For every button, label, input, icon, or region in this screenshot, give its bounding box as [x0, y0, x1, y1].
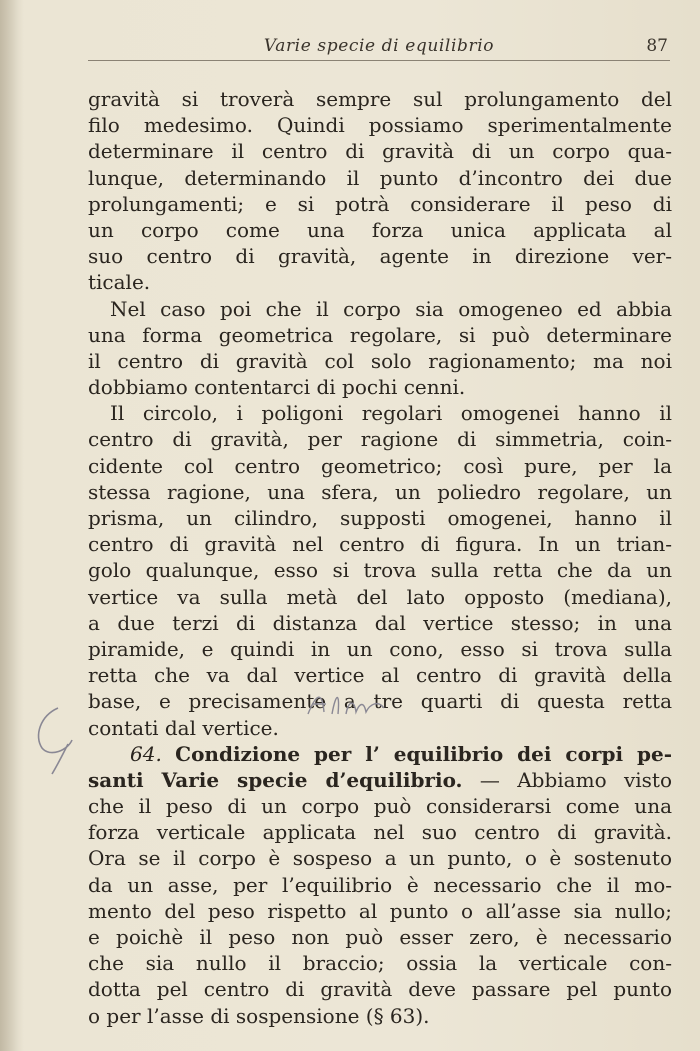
text-line: lunque, determinando il punto d’incontro dei due — [88, 165, 672, 190]
pencil-margin-mark — [28, 700, 82, 780]
section-title: Condizione per l’ equilibrio dei corpi pe- — [175, 741, 673, 766]
text-line: centro di gravità nel centro di figura. In un trian- — [88, 532, 672, 557]
text-line: gravità si troverà sempre sul prolungamento del — [88, 87, 672, 111]
text-line: il centro di gravità col solo ragionamento; ma noi — [88, 348, 672, 373]
text-line: Il circolo, i poligoni regolari omogenei hanno il — [110, 401, 672, 426]
text-line: filo medesimo. Quindi possiamo sperimentalmente — [88, 113, 672, 138]
text-line: suo centro di gravità, agente in direzione ver- — [88, 244, 672, 269]
handwritten-annotation — [302, 684, 432, 724]
running-head — [88, 32, 670, 61]
text-line: e poichè il peso non può esser zero, è necessario — [88, 925, 672, 949]
gutter-shadow — [0, 0, 24, 1051]
text-line: dotta pel centro di gravità deve passare pel punto — [88, 977, 672, 1002]
text-line: mento del peso rispetto al punto o all’asse sia nullo; — [88, 898, 672, 923]
text-line: da un asse, per l’equilibrio è necessario che il mo- — [88, 872, 672, 897]
running-title: Varie specie di equilibrio — [263, 36, 495, 56]
body-text — [88, 86, 672, 1029]
text-line: prolungamenti; e si potrà considerare il peso di — [88, 191, 672, 216]
text-line: retta che va dal vertice al centro di gravità della — [88, 663, 672, 688]
text-line: stessa ragione, una sfera, un poliedro regolare, un — [88, 479, 672, 504]
text-line: golo qualunque, esso si trova sulla retta che da un — [88, 558, 672, 583]
text-line: una forma geometrica regolare, si può determinare — [88, 322, 672, 347]
page-number: 87 — [646, 36, 668, 56]
text-line: contati dal vertice. — [88, 715, 279, 740]
text-line: a due terzi di distanza dal vertice stesso; in una — [88, 610, 672, 635]
text-line: dobbiamo contentarci di pochi cenni. — [88, 375, 466, 400]
text-line: o per l’asse di sospensione (§ 63). — [88, 1003, 430, 1028]
text-line: base, e precisamente a tre quarti di questa retta — [88, 689, 672, 714]
section-number: 64. — [130, 741, 162, 766]
text-line: prisma, un cilindro, supposti omogenei, hanno il — [88, 506, 672, 530]
text-line: un corpo come una forza unica applicata al — [88, 217, 672, 242]
text-line: Nel caso poi che il corpo sia omogeneo ed abbia — [110, 296, 672, 321]
text-line: che sia nullo il braccio; ossia la verticale con- — [88, 951, 672, 976]
section-title: santi Varie specie d’equilibrio. — [88, 767, 463, 792]
text-line: ticale. — [88, 270, 151, 295]
section-intro: — Abbiamo visto — [462, 767, 672, 792]
text-line: centro di gravità, per ragione di simmetria, coin- — [88, 427, 672, 452]
text-line: che il peso di un corpo può considerarsi come una — [88, 794, 672, 819]
text-line: cidente col centro geometrico; così pure, per la — [88, 453, 672, 478]
text-line: Ora se il corpo è sospeso a un punto, o è sostenuto — [88, 846, 672, 871]
section-heading-line — [88, 767, 672, 793]
text-line: vertice va sulla metà del lato opposto (mediana), — [88, 584, 672, 609]
text-line: piramide, e quindi in un cono, esso si trova sulla — [88, 636, 672, 661]
section-heading-line — [88, 741, 672, 767]
text-line: forza verticale applicata nel suo centro di gravità. — [88, 820, 672, 845]
text-line: determinare il centro di gravità di un corpo qua- — [88, 139, 672, 164]
